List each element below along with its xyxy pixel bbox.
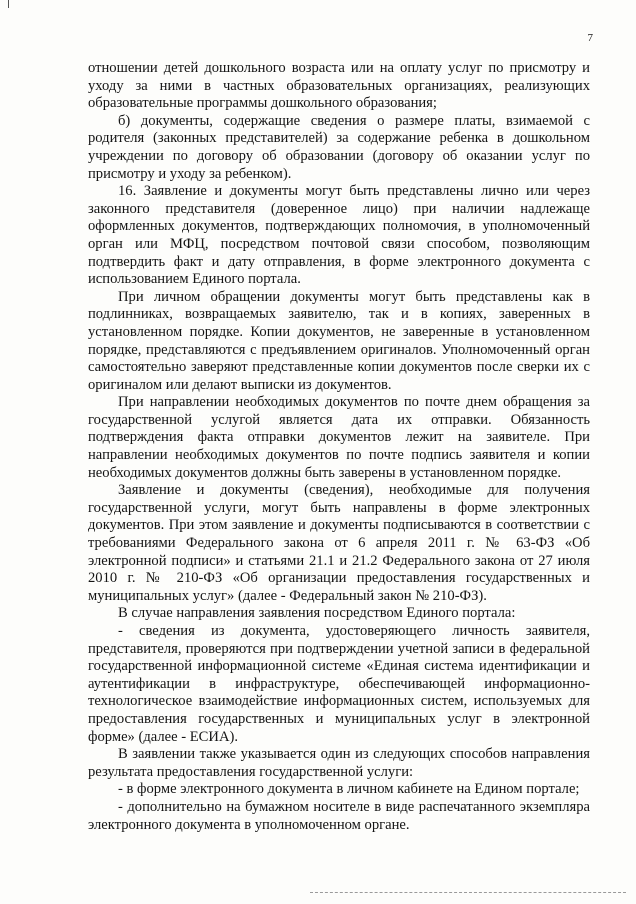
paragraph-personal-submission: При личном обращении документы могут быть представлены как в подлинниках, возвращаемых заявителю, так и в копиях, заверенных в установленном порядке. Копии документов, не заверенные в установленном порядке, представляются с предъявлением оригиналов. Уполномоченный орган самостоятельно заверяют представленные копии документов после сверки их с оригиналом или делают выписки из документов.	[88, 288, 590, 393]
paragraph-16: 16. Заявление и документы могут быть представлены лично или через законного представителя (доверенное лицо) при наличии надлежаще оформленных документов, подтверждающих полномочия, в уполномоченный орган или МФЦ, посредством почтовой связи способом, позволяющим подтвердить факт и дату отправления, в форме электронного документа с использованием Единого портала.	[88, 183, 590, 288]
list-item-electronic: - в форме электронного документа в личном кабинете на Едином портале;	[118, 781, 580, 798]
scan-footer-lines	[310, 892, 626, 896]
document-body	[88, 60, 590, 834]
scan-edge-mark	[8, 0, 9, 8]
paragraph-portal-intro: В случае направления заявления посредством Единого портала:	[118, 605, 516, 622]
paragraph-electronic-documents: Заявление и документы (сведения), необходимые для получения государственной услуги, могут быть направлены в форме электронных документов. При этом заявление и документы подписываются в соответствии с требованиями Федерального закона от 6 апреля 2011 г. № 63-ФЗ «Об электронной подписи» и статьями 21.1 и 21.2 Федерального закона от 27 июля 2010 г. № 210-ФЗ «Об организации предоставления государственных и муниципальных услуг» (далее - Федеральный закон № 210-ФЗ).	[88, 482, 590, 604]
paragraph-postal-submission: При направлении необходимых документов по почте днем обращения за государственной услугой является дата их отправки. Обязанность подтверждения факта отправки документов лежит на заявителе. При направлении необходимых документов по почте подпись заявителя и копии необходимых документов должны быть заверены в установленном порядке.	[88, 394, 590, 481]
paragraph-item-b: б) документы, содержащие сведения о размере платы, взимаемой с родителя (законных представителей) за содержание ребенка в дошкольном учреждении по договору об образовании (договору об оказании услуг по присмотру и уходу за ребенком).	[88, 112, 590, 182]
paragraph-result-methods: В заявлении также указывается один из следующих способов направления результата предоставления государственной услуги:	[88, 746, 590, 780]
paragraph-esia: - сведения из документа, удостоверяющего личность заявителя, представителя, проверяются при подтверждении учетной записи в федеральной государственной информационной системе «Единая система идентификации и аутентификации в инфраструктуре, обеспечивающей информационно-технологическое взаимодействие информационных систем, используемых для предоставления государственных и муниципальных услуг в электронной форме» (далее - ЕСИА).	[88, 623, 590, 745]
list-item-paper: - дополнительно на бумажном носителе в виде распечатанного экземпляра электронного документа в уполномоченном органе.	[88, 798, 590, 833]
page-number: 7	[587, 32, 593, 44]
paragraph-continuation: отношении детей дошкольного возраста или на оплату услуг по присмотру и уходу за ними в частных образовательных организациях, реализующих образовательные программы дошкольного образования;	[88, 60, 590, 112]
